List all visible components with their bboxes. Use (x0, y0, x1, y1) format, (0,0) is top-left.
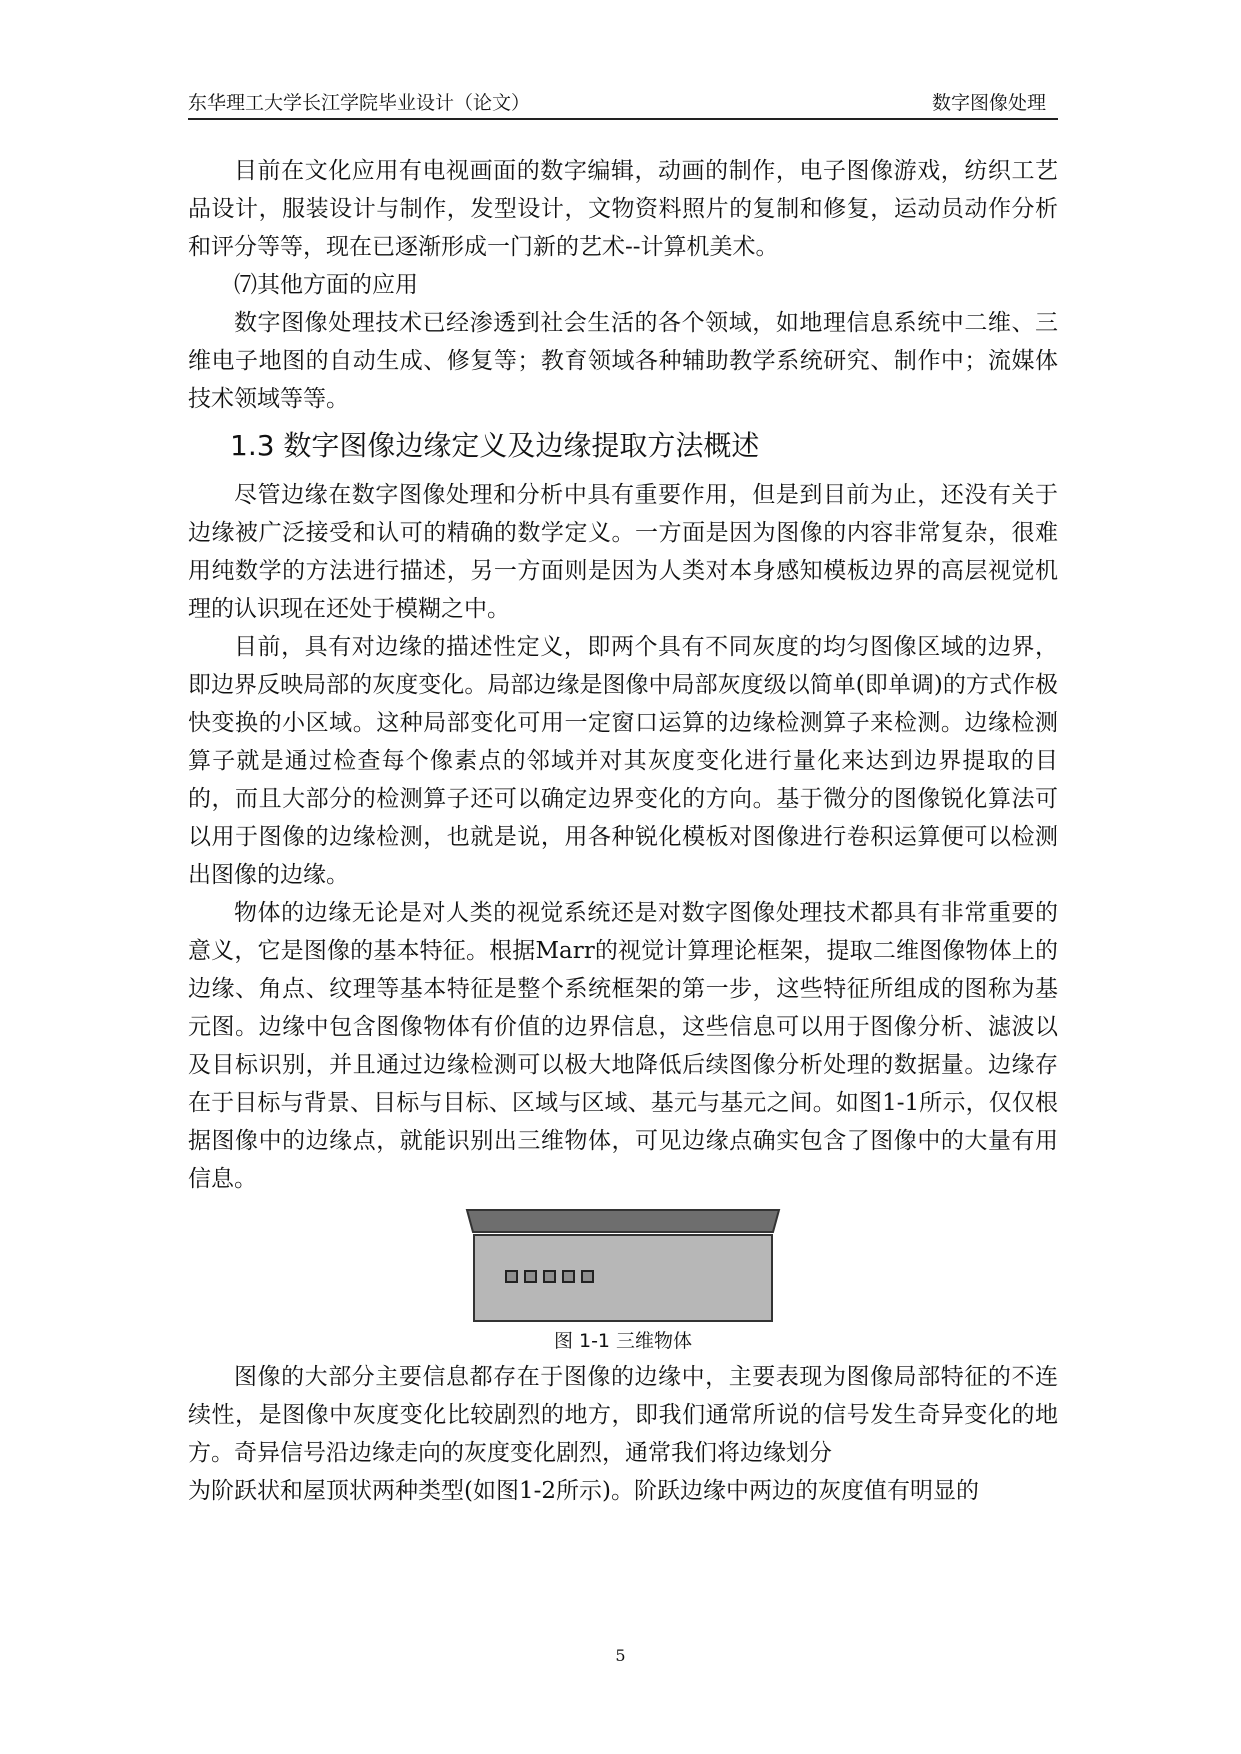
figure-1-1 (188, 1208, 1058, 1354)
paragraph-edge-information: 图像的大部分主要信息都存在于图像的边缘中，主要表现为图像局部特征的不连续性，是图像中灰度变化比较剧烈的地方，即我们通常所说的信号发生奇异变化的地方。奇异信号沿边缘走向的灰度变化剧烈，通常我们将边缘划分 (188, 1364, 1058, 1466)
header-school-title: 东华理工大学长江学院毕业设计（论文） (188, 92, 531, 114)
paragraph-edge-definition: 尽管边缘在数字图像处理和分析中具有重要作用，但是到目前为止，还没有关于边缘被广泛接受和认可的精确的数学定义。一方面是因为图像的内容非常复杂，很难用纯数学的方法进行描述，另一方面则是因为人类对本身感知模板边界的高层视觉机理的认识现在还处于模糊之中。 (188, 482, 1058, 622)
section-heading: 1.3 数字图像边缘定义及边缘提取方法概述 (230, 429, 760, 462)
indicator-light (505, 1270, 518, 1283)
indicator-lights (505, 1270, 594, 1283)
box-top-face (461, 1208, 785, 1234)
paragraph-culture-application: 目前在文化应用有电视画面的数字编辑，动画的制作，电子图像游戏，纺织工艺品设计，服装设计与制作，发型设计，文物资料照片的复制和修复，运动员动作分析和评分等等，现在已逐渐形成一门新的艺术--计算机美术。 (188, 158, 1058, 260)
page-number: 5 (615, 1646, 626, 1665)
indicator-light (562, 1270, 575, 1283)
box-front-face (473, 1234, 773, 1322)
indicator-light (581, 1270, 594, 1283)
paragraph-edge-description: 目前，具有对边缘的描述性定义，即两个具有不同灰度的均匀图像区域的边界，即边界反映局部的灰度变化。局部边缘是图像中局部灰度级以简单(即单调)的方式作极快变换的小区域。这种局部变化可用一定窗口运算的边缘检测算子来检测。边缘检测算子就是通过检查每个像素点的邻域并对其灰度变化进行量化来达到边界提取的目的，而且大部分的检测算子还可以确定边界变化的方向。基于微分的图像锐化算法可以用于图像的边缘检测，也就是说，用各种锐化模板对图像进行卷积运算便可以检测出图像的边缘。 (188, 634, 1058, 888)
header-topic-title: 数字图像处理 (931, 92, 1046, 114)
paragraph-other-applications: 数字图像处理技术已经渗透到社会生活的各个领域，如地理信息系统中二维、三维电子地图的自动生成、修复等；教育领域各种辅助教学系统研究、制作中；流媒体技术领域等等。 (188, 310, 1058, 412)
paragraph-edge-types: 为阶跃状和屋顶状两种类型(如图1-2所示)。阶跃边缘中两边的灰度值有明显的 (188, 1478, 979, 1504)
indicator-light (524, 1270, 537, 1283)
paragraph-edge-importance: 物体的边缘无论是对人类的视觉系统还是对数字图像处理技术都具有非常重要的意义，它是图像的基本特征。根据Marr的视觉计算理论框架，提取二维图像物体上的边缘、角点、纹理等基本特征是整个系统框架的第一步，这些特征所组成的图称为基元图。边缘中包含图像物体有价值的边界信息，这些信息可以用于图像分析、滤波以及目标识别，并且通过边缘检测可以极大地降低后续图像分析处理的数据量。边缘存在于目标与背景、目标与目标、区域与区域、基元与基元之间。如图1-1所示，仅仅根据图像中的边缘点，就能识别出三维物体，可见边缘点确实包含了图像中的大量有用信息。 (188, 900, 1058, 1192)
paragraph-other-applications-title: ⑺其他方面的应用 (234, 272, 418, 298)
figure-caption: 图 1-1 三维物体 (553, 1330, 693, 1352)
page-content (188, 152, 1058, 1510)
indicator-light (543, 1270, 556, 1283)
three-dimensional-object-image (461, 1208, 785, 1324)
page-header (188, 86, 1058, 120)
